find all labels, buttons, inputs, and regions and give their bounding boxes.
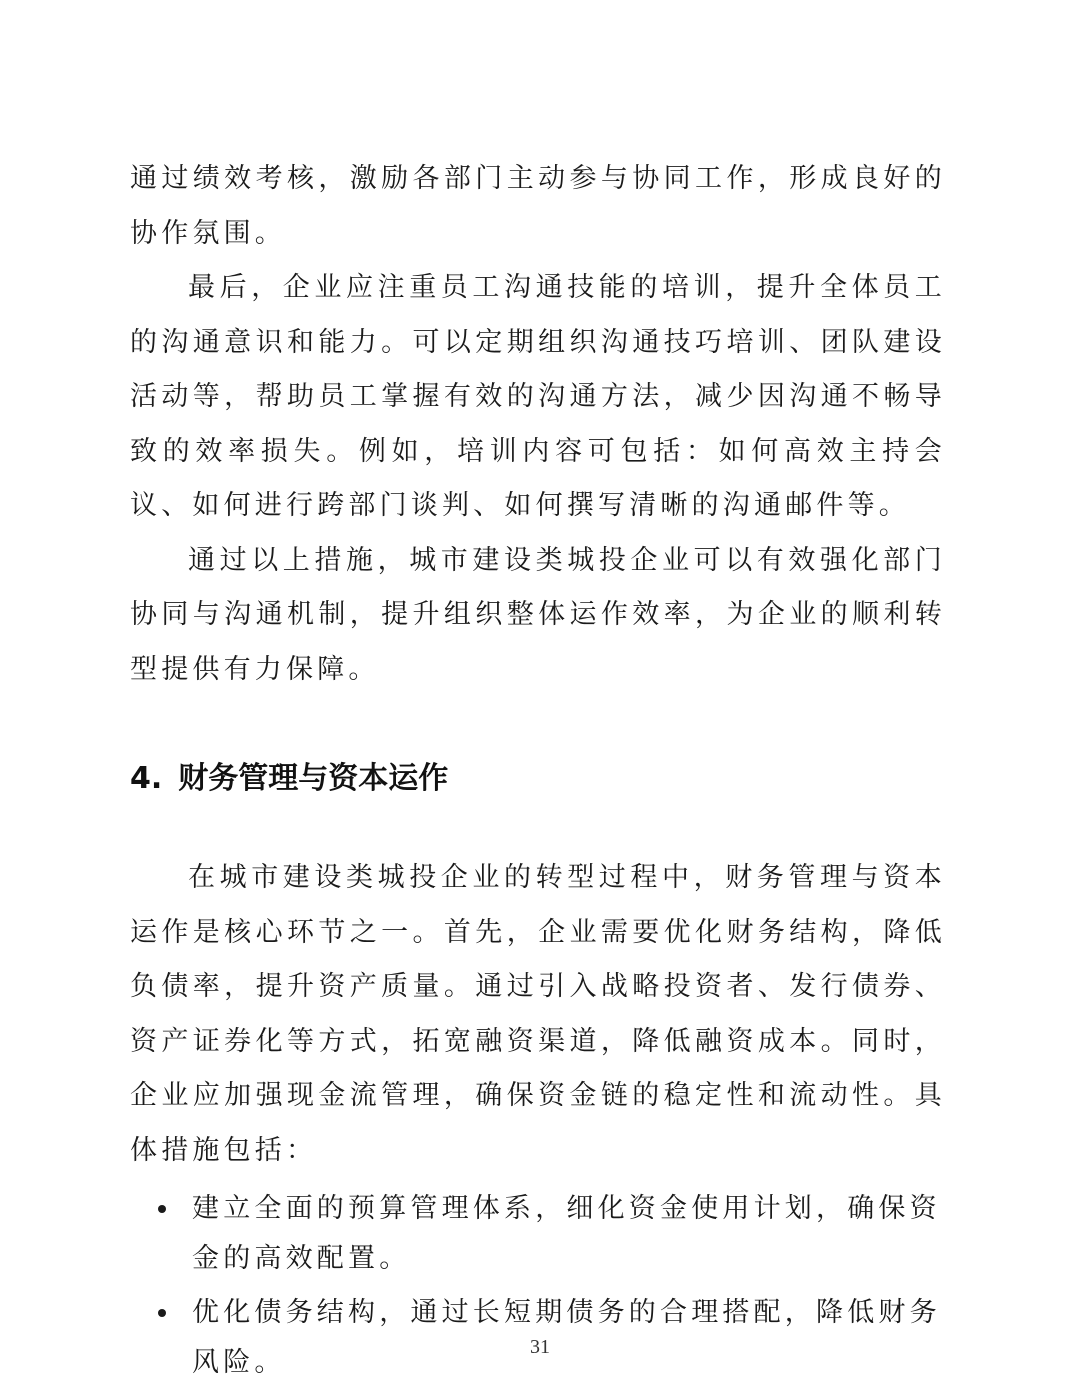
section-title: 财务管理与资本运作: [178, 761, 449, 796]
list-item-text: 建立全面的预算管理体系，细化资金使用计划，确保资金的高效配置。: [192, 1193, 941, 1274]
paragraph-continuation: 通过绩效考核，激励各部门主动参与协同工作，形成良好的协作氛围。: [130, 163, 946, 249]
paragraph-conclusion: 通过以上措施，城市建设类城投企业可以有效强化部门协同与沟通机制，提升组织整体运作效率，为企业的顺利转型提供有力保障。: [130, 544, 946, 685]
list-item-text: 优化债务结构，通过长短期债务的合理搭配，降低财务风险。: [192, 1297, 941, 1378]
heading-spacer: [130, 799, 946, 851]
section-number: 4.: [130, 761, 163, 796]
list-item: [130, 1184, 946, 1284]
section-heading: [130, 759, 946, 799]
paragraph-training: 最后，企业应注重员工沟通技能的培训，提升全体员工的沟通意识和能力。可以定期组织沟通技巧培训、团队建设活动等，帮助员工掌握有效的沟通方法，减少因沟通不畅导致的效率损失。例如，培训内容可包括：如何高效主持会议、如何进行跨部门谈判、如何撰写清晰的沟通邮件等。: [130, 272, 946, 521]
bullet-dot-icon: [158, 1309, 166, 1317]
page-content: [130, 152, 946, 1392]
paragraph-finance-intro: 在城市建设类城投企业的转型过程中，财务管理与资本运作是核心环节之一。首先，企业需要优化财务结构，降低负债率，提升资产质量。通过引入战略投资者、发行债券、资产证券化等方式，拓宽融资渠道，降低融资成本。同时，企业应加强现金流管理，确保资金链的稳定性和流动性。具体措施包括：: [130, 862, 946, 1166]
page-number: 31: [530, 1336, 550, 1358]
bullet-dot-icon: [158, 1205, 166, 1213]
